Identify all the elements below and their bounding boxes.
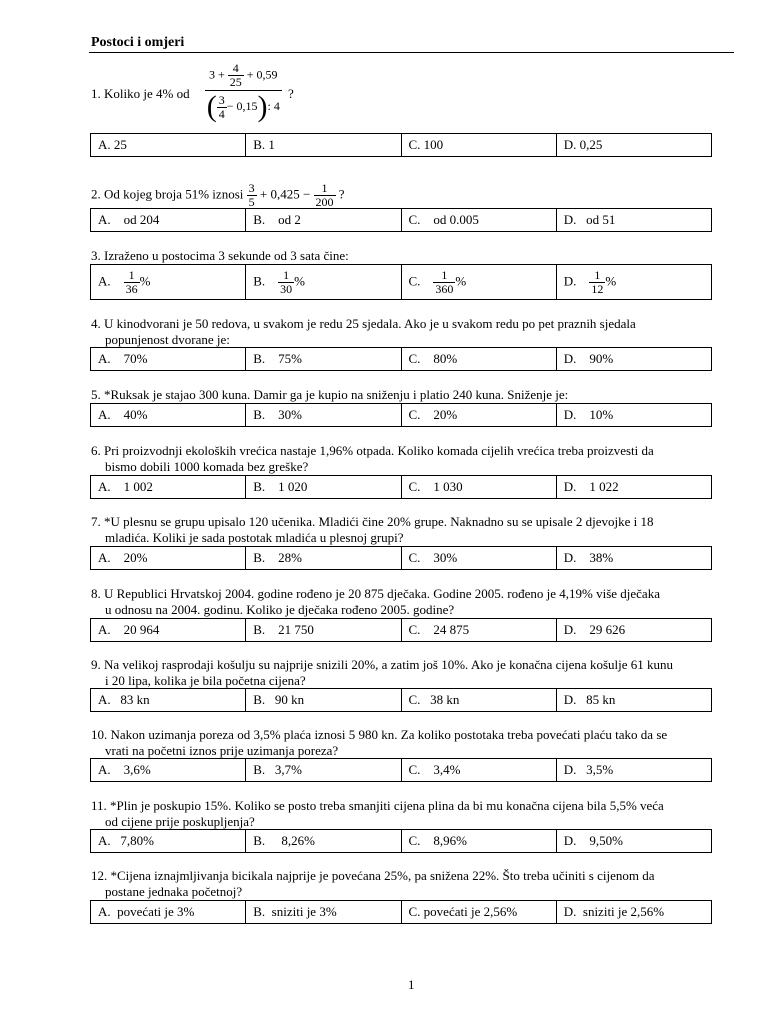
question-text: 3. Izraženo u postocima 3 sekunde od 3 sata čine: xyxy=(91,248,349,263)
answer-d[interactable]: D. sniziti je 2,56% xyxy=(556,901,711,924)
answer-c[interactable]: C. 24 875 xyxy=(401,619,556,642)
fraction: $\frac{3}{5}$ xyxy=(248,181,255,209)
question-8: 8. U Republici Hrvatskoj 2004. godine rođeno je 20 875 dječaka. Godine 2005. rođeno je 4,19% više dječaka u odnosu na 2004. godinu. Koliko je dječaka rođeno 2005. godine? xyxy=(91,586,660,617)
answer-b[interactable]: B. 1 020 xyxy=(246,476,401,499)
answer-c[interactable]: C. 8,96% xyxy=(401,830,556,853)
answer-a[interactable]: A. povećati je 3% xyxy=(91,901,246,924)
question-4: 4. U kinodvorani je 50 redova, u svakom je redu 25 sjedala. Ako je u svakom redu po pet praznih sjedala popunjenost dvorane je: xyxy=(91,316,636,347)
answer-d[interactable]: D. 10% xyxy=(556,404,711,427)
question-text: 2. Od kojeg broja 51% iznosi xyxy=(91,186,244,202)
answer-table-4 xyxy=(90,347,712,371)
answer-d[interactable]: D. 3,5% xyxy=(556,759,711,782)
answer-c[interactable]: C. 3,4% xyxy=(401,759,556,782)
answer-b[interactable]: B. 8,26% xyxy=(246,830,401,853)
answer-d[interactable]: D. 29 626 xyxy=(556,619,711,642)
question-9: 9. Na velikoj rasprodaji košulju su najprije snizili 20%, a zatim još 10%. Ako je konačna cijena košulje 61 kunu i 20 lipa, kolika je bila početna cijena? xyxy=(91,657,673,688)
fraction: $\frac{1}{200}$ xyxy=(315,181,334,209)
answer-table-2 xyxy=(90,208,712,232)
answer-c[interactable]: C. od 0.005 xyxy=(401,209,556,232)
question-1 xyxy=(91,86,731,102)
answer-a[interactable]: A. 1 002 xyxy=(91,476,246,499)
page-number: 1 xyxy=(408,977,415,992)
answer-a[interactable]: A. 70% xyxy=(91,348,246,371)
answer-c[interactable]: C. 38 kn xyxy=(401,689,556,712)
q1-denominator: ( $\frac{3}{4}$ − 0,15): 4 xyxy=(206,90,280,123)
question-text: 1. Koliko je 4% od xyxy=(91,86,190,101)
answer-c[interactable]: C. 30% xyxy=(401,547,556,570)
answer-b[interactable]: B. 90 kn xyxy=(246,689,401,712)
answer-d[interactable]: D. 1 022 xyxy=(556,476,711,499)
answer-a[interactable]: A. 40% xyxy=(91,404,246,427)
answer-a[interactable]: A. 20 964 xyxy=(91,619,246,642)
answer-b[interactable]: B. 21 750 xyxy=(246,619,401,642)
answer-a[interactable]: A. 83 kn xyxy=(91,689,246,712)
answer-table-3 xyxy=(90,264,712,300)
question-3 xyxy=(91,248,731,264)
question-7: 7. *U plesnu se grupu upisalo 120 učenika. Mladići čine 20% grupe. Naknadno su se upisale 2 djevojke i 18 mladića. Koliki je sada postotak mladića u plesnoj grupi? xyxy=(91,514,654,545)
answer-c[interactable]: C. 80% xyxy=(401,348,556,371)
answer-table-10 xyxy=(90,758,712,782)
answer-a[interactable]: A. od 204 xyxy=(91,209,246,232)
question-mark: ? xyxy=(288,86,294,101)
answer-b[interactable]: B. 3,7% xyxy=(246,759,401,782)
answer-a[interactable]: A. 3,6% xyxy=(91,759,246,782)
answer-a[interactable]: A. 7,80% xyxy=(91,830,246,853)
answer-b[interactable]: B. 1 xyxy=(246,134,401,157)
answer-a[interactable]: A. 20% xyxy=(91,547,246,570)
answer-c[interactable]: C. 20% xyxy=(401,404,556,427)
answer-table-7 xyxy=(90,546,712,570)
question-6: 6. Pri proizvodnji ekoloških vrećica nastaje 1,96% otpada. Koliko komada cijelih vrećica treba proizvesti da bismo dobili 1000 komada bez greške? xyxy=(91,443,654,474)
question-11: 11. *Plin je poskupio 15%. Koliko se posto treba smanjiti cijena plina da bi mu konačna cijena bila 5,5% veća od cijene prije poskupljenja? xyxy=(91,798,664,829)
answer-table-1 xyxy=(90,133,712,157)
answer-c[interactable]: C. 100 xyxy=(401,134,556,157)
answer-a[interactable]: A. $\frac{1}{36}$ % xyxy=(91,265,246,300)
answer-b[interactable]: B. 75% xyxy=(246,348,401,371)
answer-d[interactable]: D. 0,25 xyxy=(556,134,711,157)
answer-d[interactable]: D. 90% xyxy=(556,348,711,371)
answer-table-6 xyxy=(90,475,712,499)
answer-a[interactable]: A. 25 xyxy=(91,134,246,157)
answer-c[interactable]: C. povećati je 2,56% xyxy=(401,901,556,924)
answer-d[interactable]: D. $\frac{1}{12}$ % xyxy=(556,265,711,300)
title-rule xyxy=(89,52,734,53)
answer-table-8 xyxy=(90,618,712,642)
answer-b[interactable]: B. $\frac{1}{30}$ % xyxy=(246,265,401,300)
answer-b[interactable]: B. 28% xyxy=(246,547,401,570)
answer-table-9 xyxy=(90,688,712,712)
answer-b[interactable]: B. sniziti je 3% xyxy=(246,901,401,924)
answer-b[interactable]: B. 30% xyxy=(246,404,401,427)
answer-table-12 xyxy=(90,900,712,924)
fraction: $\frac{4}{25}$ xyxy=(229,61,242,89)
answer-d[interactable]: D. 85 kn xyxy=(556,689,711,712)
fraction: $\frac{3}{4}$ xyxy=(218,92,225,121)
answer-table-5 xyxy=(90,403,712,427)
answer-d[interactable]: D. 38% xyxy=(556,547,711,570)
question-2: 2. Od kojeg broja 51% iznosi $\frac{3}{5}$ + 0,425 − $\frac{1}{200}$ ? xyxy=(91,181,345,209)
q1-expression xyxy=(205,62,282,122)
answer-d[interactable]: D. od 51 xyxy=(556,209,711,232)
question-12: 12. *Cijena iznajmljivanja bicikala najprije je povećana 25%, pa snižena 22%. Što treba učiniti s cijenom da postane jednaka početnoj? xyxy=(91,868,655,899)
q1-numerator: 3 + $\frac{4}{25}$ + 0,59 xyxy=(205,62,282,91)
answer-table-11 xyxy=(90,829,712,853)
question-10: 10. Nakon uzimanja poreza od 3,5% plaća iznosi 5 980 kn. Za koliko postotaka treba povećati plaću tako da se vrati na početni iznos prije uzimanja poreza? xyxy=(91,727,668,758)
answer-c[interactable]: C. $\frac{1}{360}$ % xyxy=(401,265,556,300)
answer-c[interactable]: C. 1 030 xyxy=(401,476,556,499)
page-title: Postoci i omjeri xyxy=(91,35,185,50)
answer-d[interactable]: D. 9,50% xyxy=(556,830,711,853)
question-5: 5. *Ruksak je stajao 300 kuna. Damir ga je kupio na sniženju i platio 240 kuna. Sniženje je: xyxy=(91,387,569,402)
answer-b[interactable]: B. od 2 xyxy=(246,209,401,232)
